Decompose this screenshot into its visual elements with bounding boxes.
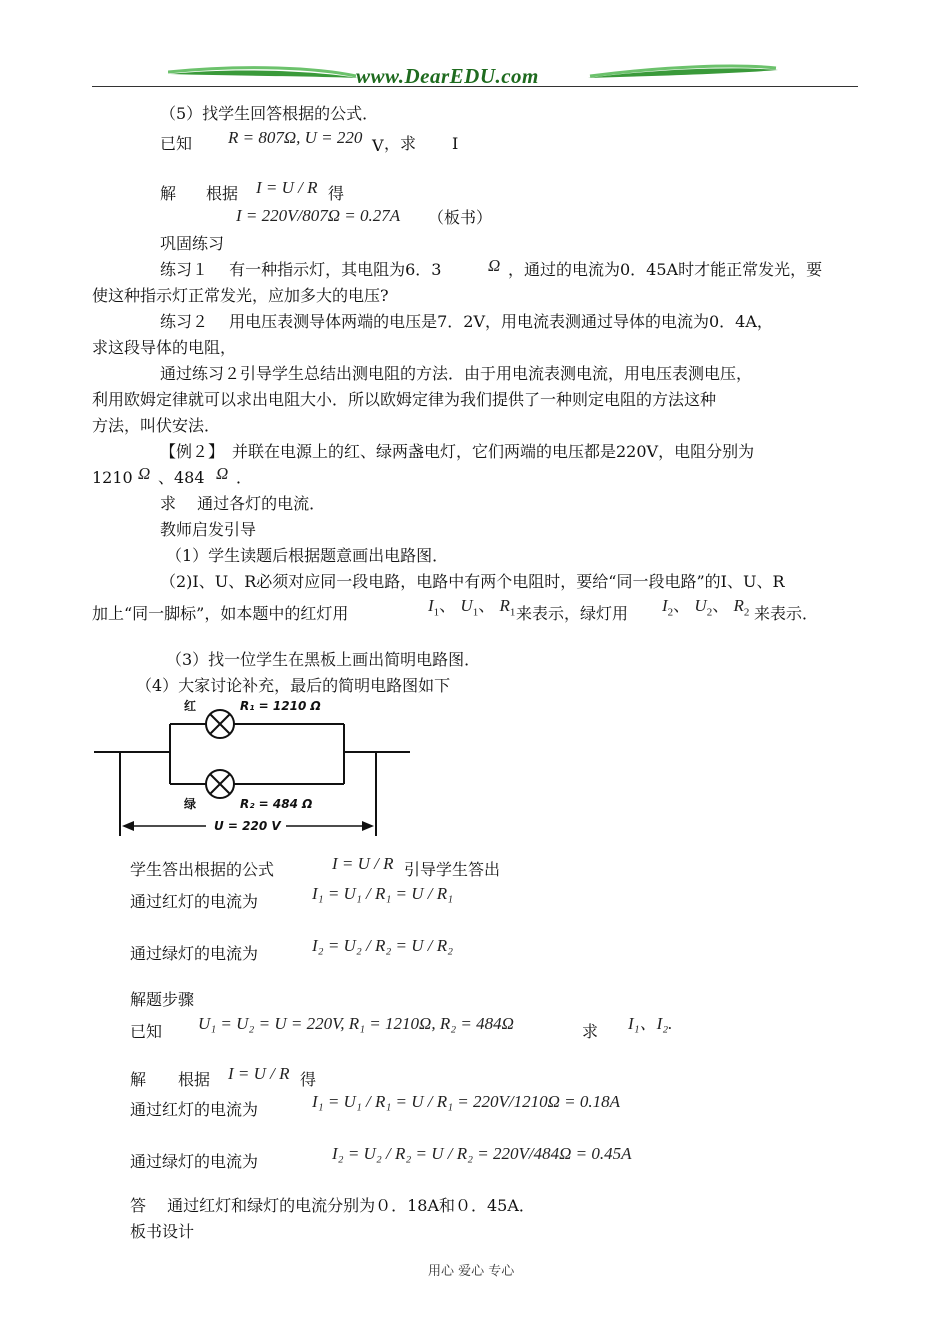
- step-2-d: 来表示．: [754, 604, 819, 623]
- summary-line-2: 利用欧姆定律就可以求出电阻大小．所以欧姆定律为我们提供了一种则定电阻的方法这种: [92, 390, 717, 409]
- label-r2: R₂ = 484 Ω: [240, 797, 313, 811]
- label-r1: R₁ = 1210 Ω: [240, 699, 321, 713]
- omega-symbol-2: Ω: [138, 464, 151, 483]
- known-label-1: 已知: [160, 134, 193, 153]
- red-current-label-1: 通过红灯的电流为: [130, 892, 259, 911]
- exercise-2-a: 练习２ 用电压表测导体两端的电压是7．2V，用电流表测通过导体的电流为0．4A，: [160, 312, 773, 331]
- example-2-r2: 、484: [158, 468, 205, 487]
- example-2-find: 求 通过各灯的电流．: [160, 494, 326, 513]
- known-unit-1: V: [372, 136, 384, 155]
- exercise-1-a: 练习１ 有一种指示灯，其电阻为6．3: [160, 260, 442, 279]
- get-label-1: 得: [328, 184, 345, 203]
- omega-symbol-1: Ω: [488, 256, 501, 275]
- circuit-diagram: [90, 688, 416, 838]
- formula-answer-1: I = 220V/807Ω = 0.27A: [236, 206, 401, 225]
- formula-known-2: U₁ = U₂ = U = 220V, R₁ = 1210Ω, R₂ = 484Ω: [198, 1014, 514, 1033]
- example-2-a: 【例２】 并联在电源上的红、绿两盏电灯，它们两端的电压都是220V，电阻分别为: [160, 442, 755, 461]
- solve-label-1: 解: [160, 184, 177, 203]
- exercise-1-b: ，通过的电流为0．45A时才能正常发光，要: [508, 260, 823, 279]
- summary-line-1: 通过练习２引导学生总结出测电阻的方法．由于用电流表测电流，用电压表测电压，: [160, 364, 753, 383]
- subscript-group-green: $I_2$、 $U_2$、 $R_2$: [662, 596, 750, 619]
- get-label-2: 得: [300, 1070, 317, 1089]
- red-current-label-2: 通过红灯的电流为: [130, 1100, 259, 1119]
- formula-red-answer: I₁ = U₁ / R₁ = U / R₁ = 220V/1210Ω = 0.18A: [312, 1092, 620, 1111]
- label-green: 绿: [184, 797, 197, 811]
- example-2-r1: 1210: [92, 468, 133, 487]
- exercise-2-b: 求这段导体的电阻，: [92, 338, 237, 357]
- label-red: 红: [184, 699, 197, 713]
- header-rule: [92, 86, 858, 87]
- known-label-2: 已知: [130, 1022, 163, 1041]
- label-voltage: U = 220 V: [214, 819, 281, 833]
- step-2-b: 加上“同一脚标”，如本题中的红灯用: [92, 604, 349, 623]
- header-site-text[interactable]: www.DearEDU.com: [356, 64, 539, 88]
- example-2-end: ．: [236, 468, 253, 487]
- line-step5: （5）找学生回答根据的公式．: [160, 104, 379, 123]
- practice-heading: 巩固练习: [160, 234, 225, 253]
- blackboard-note: （板书）: [428, 208, 493, 227]
- according-label-1: 根据: [206, 184, 239, 203]
- solution-steps-heading: 解题步骤: [130, 990, 195, 1009]
- formula-red-1: I₁ = U₁ / R₁ = U / R₁: [312, 884, 454, 903]
- summary-line-3: 方法，叫伏安法．: [92, 416, 221, 435]
- arrow-right-icon: [362, 821, 374, 831]
- guide-students-label: 引导学生答出: [404, 860, 501, 879]
- formula-find-2: I₁、I₂.: [628, 1014, 673, 1033]
- footer-slogan: 用心 爱心 专心: [428, 1264, 515, 1279]
- formula-ohm-1: I = U / R: [256, 178, 318, 197]
- step-2-c: 来表示，绿灯用: [516, 604, 629, 623]
- step-2-a: （2)I、U、R必须对应同一段电路，电路中有两个电阻时，要给“同一段电路”的I、U、R: [160, 572, 785, 591]
- student-formula-label: 学生答出根据的公式: [130, 860, 275, 879]
- arrow-left-icon: [122, 821, 134, 831]
- step-3: （3）找一位学生在黑板上画出简明电路图．: [166, 650, 481, 669]
- find-label-2: 求: [582, 1022, 599, 1041]
- find-label-1: ，求: [384, 134, 417, 153]
- green-current-label-2: 通过绿灯的电流为: [130, 1152, 259, 1171]
- board-design-heading: 板书设计: [130, 1222, 195, 1241]
- formula-green-answer: I₂ = U₂ / R₂ = U / R₂ = 220V/484Ω = 0.45A: [332, 1144, 632, 1163]
- according-label-2: 根据: [178, 1070, 211, 1089]
- step-1: （1）学生读题后根据题意画出电路图．: [166, 546, 449, 565]
- formula-ohm-2: I = U / R: [332, 854, 394, 873]
- step-4: （4）大家讨论补充，最后的简明电路图如下: [136, 676, 451, 695]
- green-current-label-1: 通过绿灯的电流为: [130, 944, 259, 963]
- omega-symbol-3: Ω: [216, 464, 229, 483]
- final-answer: 答 通过红灯和绿灯的电流分别为０．18A和０．45A．: [130, 1196, 535, 1215]
- exercise-1-c: 使这种指示灯正常发光，应加多大的电压?: [92, 286, 389, 305]
- formula-known-1: R = 807Ω, U = 220: [228, 128, 363, 147]
- find-var-1: I: [452, 134, 459, 153]
- formula-green-1: I₂ = U₂ / R₂ = U / R₂: [312, 936, 454, 955]
- solve-label-2: 解: [130, 1070, 147, 1089]
- formula-ohm-3: I = U / R: [228, 1064, 290, 1083]
- subscript-group-red: $I_1$、 $U_1$、 $R_1$: [428, 596, 516, 619]
- teacher-guide: 教师启发引导: [160, 520, 257, 539]
